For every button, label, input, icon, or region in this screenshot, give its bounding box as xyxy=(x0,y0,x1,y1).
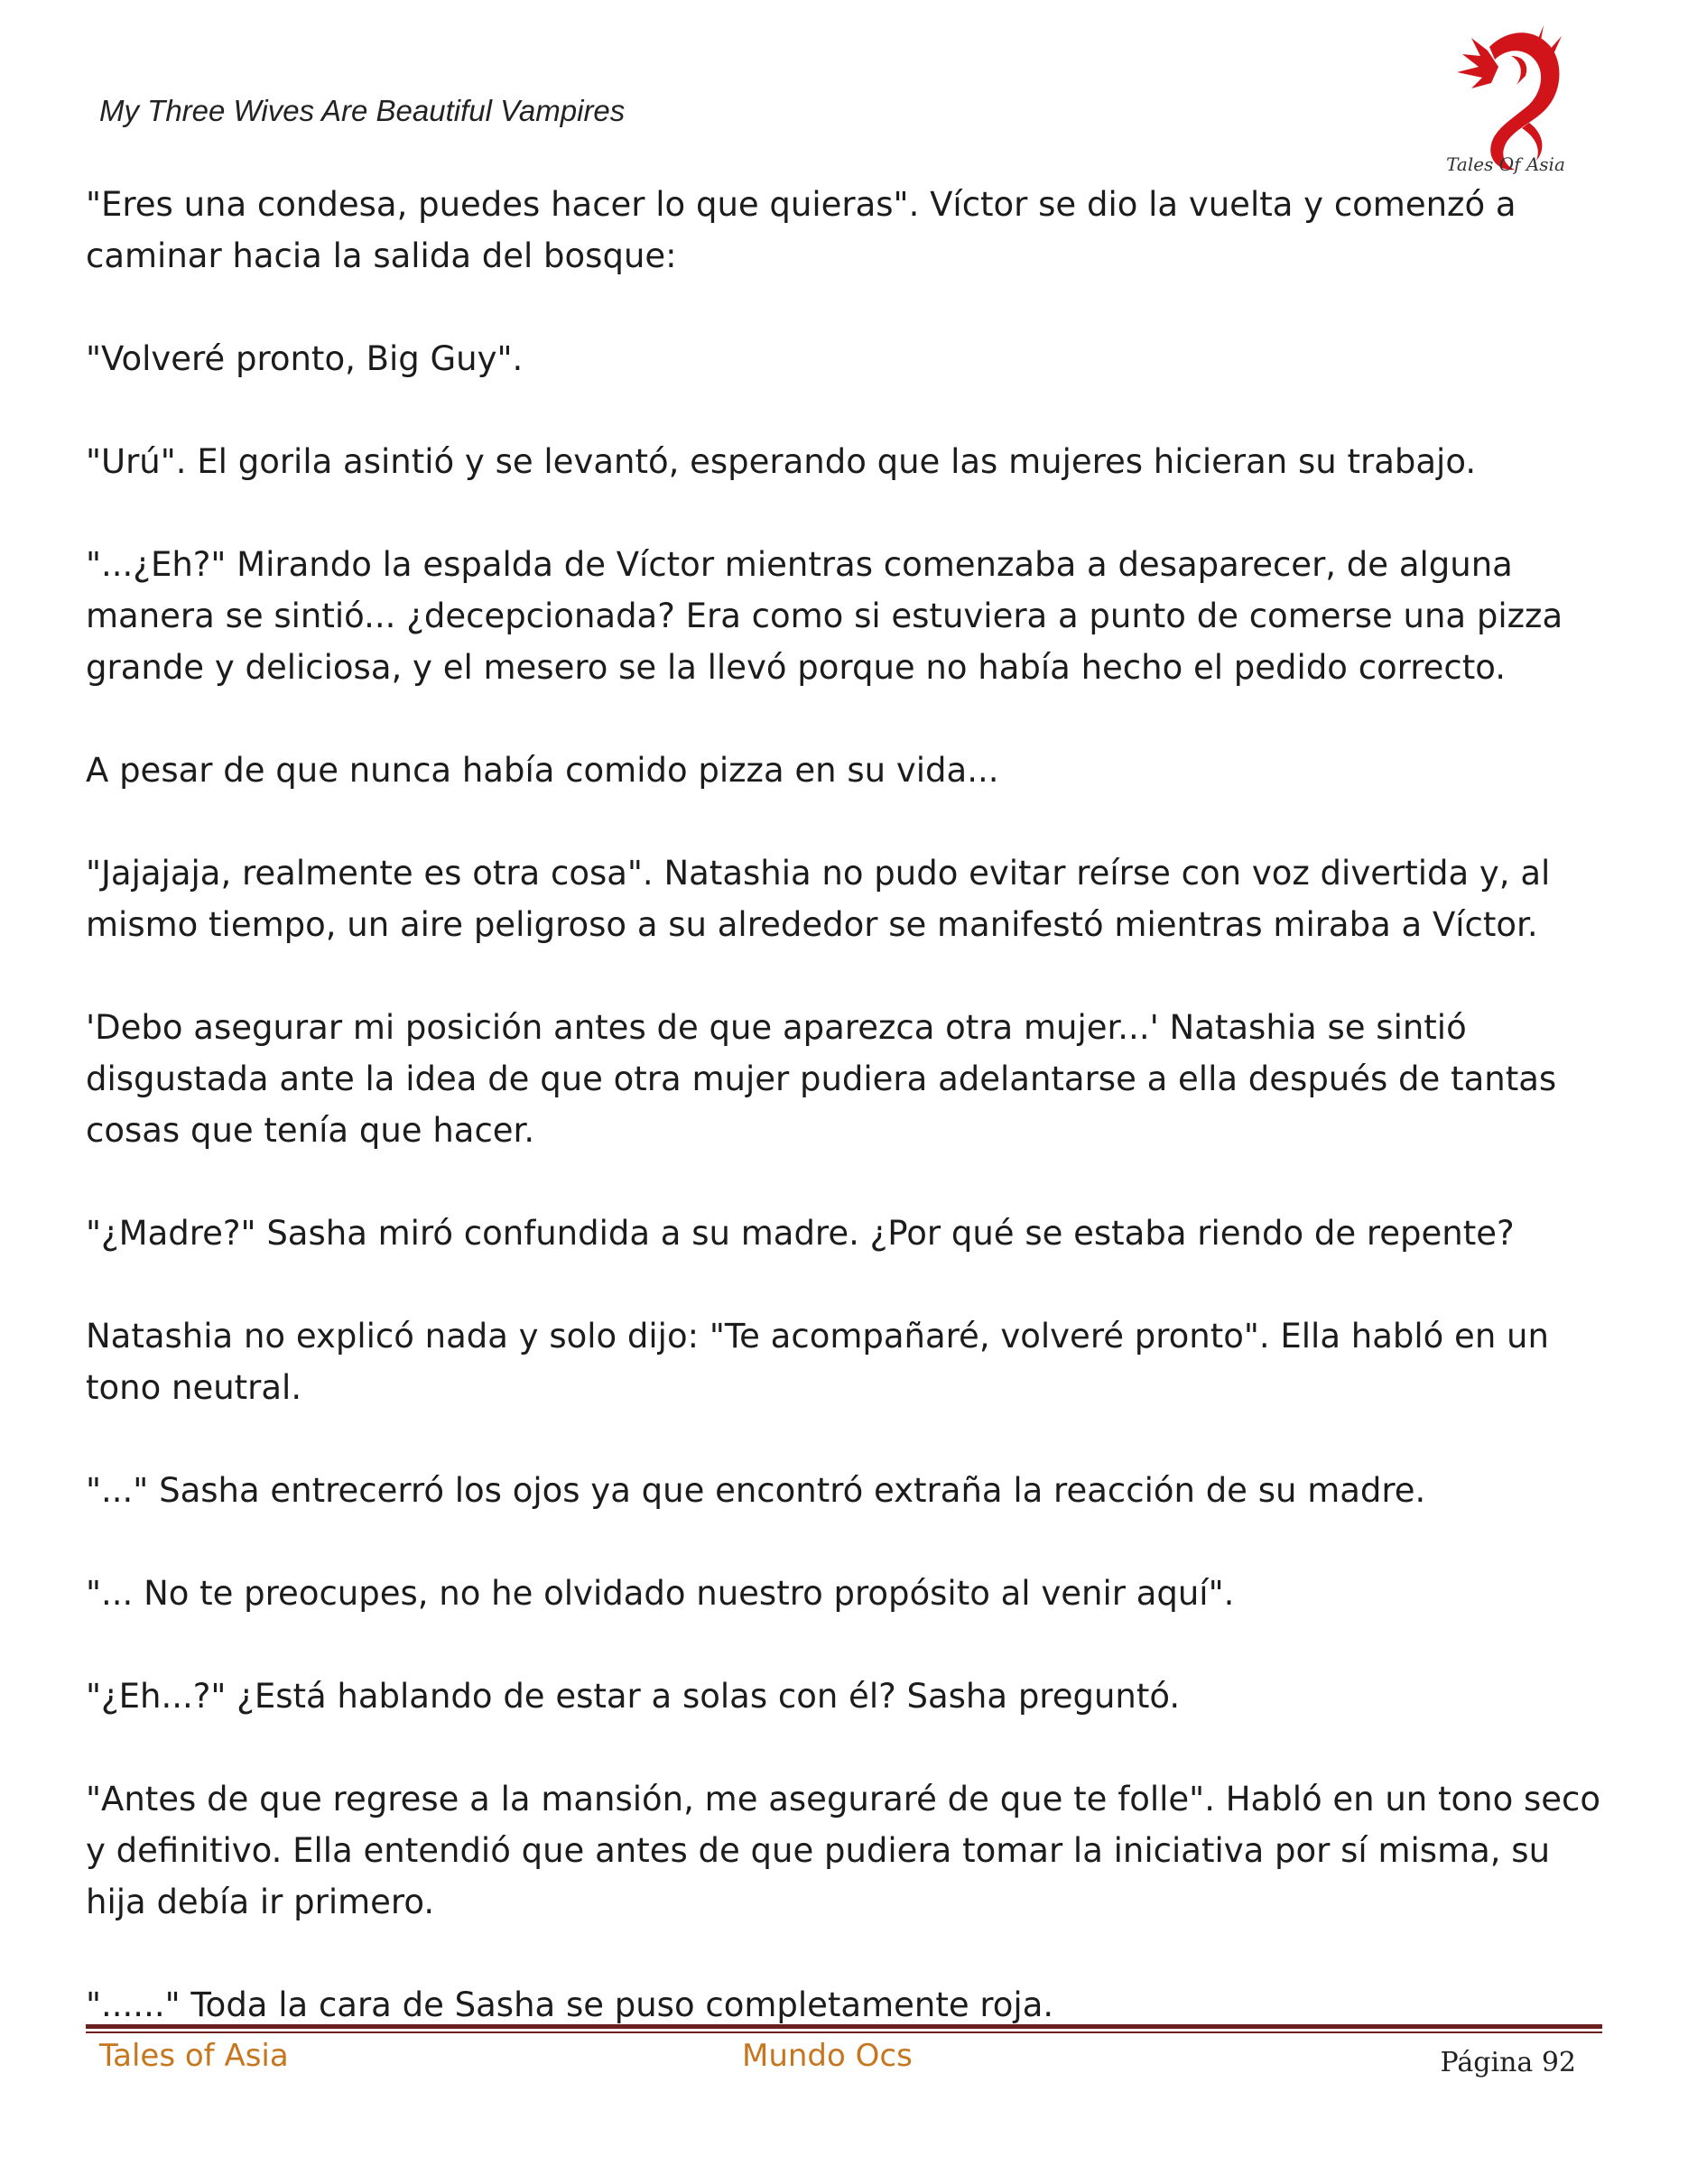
paragraph: "..." Sasha entrecerró los ojos ya que encontró extraña la reacción de su madre. xyxy=(86,1471,1426,1510)
paragraph: "¿Eh...?" ¿Está hablando de estar a solas con él? Sasha preguntó. xyxy=(86,1677,1181,1716)
logo-text: Tales Of Asia xyxy=(1446,153,1565,175)
paragraph: 'Debo asegurar mi posición antes de que aparezca otra mujer...' Natashia se sintió disgustada ante la idea de que otra mujer pudiera adelantarse a ella después de tantas cosas que tenía que hacer. xyxy=(86,1008,1557,1150)
paragraph: "Jajajaja, realmente es otra cosa". Natashia no pudo evitar reírse con voz divertida y, al mismo tiempo, un aire peligroso a su alrededor se manifestó mientras miraba a Víctor. xyxy=(86,854,1551,944)
paragraph: Natashia no explicó nada y solo dijo: "Te acompañaré, volveré pronto". Ella habló en un tono neutral. xyxy=(86,1317,1549,1407)
paragraph: "Volveré pronto, Big Guy". xyxy=(86,339,524,378)
document-header-title: My Three Wives Are Beautiful Vampires xyxy=(99,94,626,127)
paragraph: "¿Madre?" Sasha miró confundida a su madre. ¿Por qué se estaba riendo de repente? xyxy=(86,1214,1515,1253)
paragraph: "... No te preocupes, no he olvidado nuestro propósito al venir aquí". xyxy=(86,1574,1235,1613)
body-text xyxy=(86,179,1620,2082)
footer-center-text: Mundo Ocs xyxy=(742,2038,913,2074)
paragraph: "...¿Eh?" Mirando la espalda de Víctor mientras comenzaba a desaparecer, de alguna manera se sintió... ¿decepcionada? Era como si estuviera a punto de comerse una pizza grande y deliciosa, y el mesero se la llevó porque no había hecho el pedido correcto. xyxy=(86,545,1563,687)
paragraph: "......" Toda la cara de Sasha se puso completamente roja. xyxy=(86,1985,1054,2024)
paragraph: "Eres una condesa, puedes hacer lo que quieras". Víctor se dio la vuelta y comenzó a caminar hacia la salida del bosque: xyxy=(86,185,1516,275)
paragraph: "Antes de que regrese a la mansión, me aseguraré de que te folle". Habló en un tono seco y definitivo. Ella entendió que antes de que pudiera tomar la iniciativa por sí misma, su hija debía ir primero. xyxy=(86,1780,1601,1921)
paragraph: A pesar de que nunca había comido pizza en su vida... xyxy=(86,751,999,790)
paragraph: "Urú". El gorila asintió y se levantó, esperando que las mujeres hicieran su trabajo. xyxy=(86,442,1477,481)
footer-left-text: Tales of Asia xyxy=(99,2038,289,2074)
footer-rule xyxy=(86,2024,1602,2029)
footer-rule-thin xyxy=(86,2031,1602,2033)
page-number: Página 92 xyxy=(1440,2047,1576,2078)
